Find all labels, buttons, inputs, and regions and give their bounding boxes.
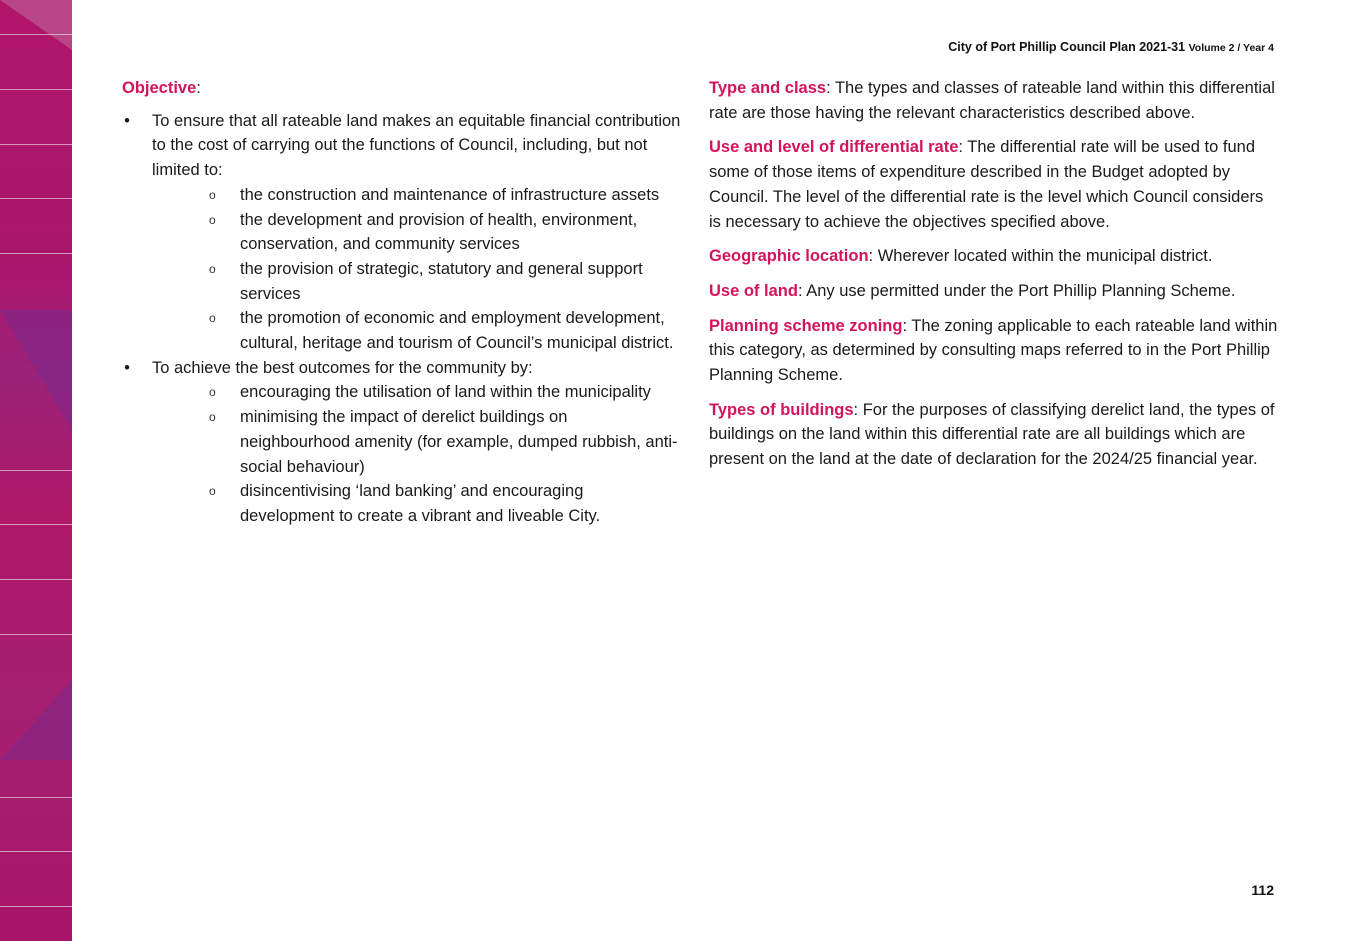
circle-bullet-icon: o: [209, 261, 216, 276]
sub-list: [152, 380, 682, 528]
paragraph-use-of-land: [709, 279, 1279, 304]
sub-list-item: [209, 306, 682, 355]
list-item-text: To achieve the best outcomes for the community by:: [152, 358, 533, 377]
sub-item-text: encouraging the utilisation of land within the municipality: [240, 383, 651, 402]
sub-list-item: [209, 380, 682, 405]
circle-bullet-icon: o: [209, 484, 216, 499]
paragraph-label: Type and class: [709, 79, 827, 97]
sub-list-item: [209, 479, 682, 528]
header-volume: Volume 2 / Year 4: [1188, 42, 1274, 54]
bullet-icon: •: [124, 111, 130, 130]
page-number: 112: [1251, 882, 1274, 898]
objective-list: [122, 109, 682, 529]
header-title: City of Port Phillip Council Plan 2021-31: [948, 40, 1186, 54]
sub-list-item: [209, 183, 682, 208]
right-column: [709, 76, 1279, 482]
paragraph-label: Use of land: [709, 281, 798, 300]
paragraph-label: Types of buildings: [709, 400, 854, 419]
circle-bullet-icon: o: [209, 311, 216, 326]
paragraph-planning-scheme-zoning: [709, 314, 1279, 388]
paragraph-label: Planning scheme zoning: [709, 316, 903, 335]
band-triangle: [0, 0, 72, 50]
list-item: [122, 356, 682, 529]
decorative-side-band: [0, 0, 72, 941]
sub-item-text: disincentivising ‘land banking’ and encouraging development to create a vibrant and liveable City.: [240, 482, 601, 525]
paragraph-label: Use and level of differential rate: [709, 138, 959, 157]
paragraph-text: : The differential rate will be used to fund some of those items of expenditure described in the Budget adopted by Council. The level of the differential rate is the level which Council considers is necessary to achieve the objectives specified above.: [709, 138, 1264, 231]
sub-list-item: [209, 208, 682, 257]
paragraph-text: : Any use permitted under the Port Phillip Planning Scheme.: [797, 281, 1236, 300]
paragraph-geographic-location: [709, 244, 1279, 269]
objective-label: Objective: [122, 79, 197, 97]
paragraph-label: Geographic location: [709, 247, 869, 266]
circle-bullet-icon: o: [209, 385, 216, 400]
paragraph-types-of-buildings: [709, 398, 1279, 472]
paragraph-text: : For the purposes of classifying derelict land, the types of buildings on the land within this differential rate are all buildings which are present on the land at the date of declaration for the 2024/25 financial year.: [709, 400, 1275, 469]
circle-bullet-icon: o: [209, 212, 216, 227]
paragraph-type-and-class: [709, 76, 1279, 125]
sub-list-item: [209, 405, 682, 479]
objective-suffix: :: [196, 79, 201, 97]
objective-heading: [122, 76, 682, 101]
page-header: [948, 40, 1274, 54]
sub-item-text: the development and provision of health, environment, conservation, and community services: [240, 210, 638, 254]
sub-list-item: [209, 257, 682, 306]
sub-list: [152, 183, 682, 356]
band-triangle: [0, 310, 72, 430]
sub-item-text: minimising the impact of derelict buildings on neighbourhood amenity (for example, dumped rubbish, anti-social behaviour): [240, 408, 678, 476]
circle-bullet-icon: o: [209, 410, 216, 425]
sub-item-text: the provision of strategic, statutory and general support services: [240, 259, 643, 303]
circle-bullet-icon: o: [209, 187, 216, 202]
paragraph-text: : The types and classes of rateable land within this differential rate are those having the relevant characteristics described above.: [709, 79, 1275, 122]
sub-item-text: the promotion of economic and employment development, cultural, heritage and tourism of Council’s municipal district.: [240, 309, 674, 353]
sub-item-text: the construction and maintenance of infrastructure assets: [240, 185, 660, 204]
list-item: [122, 109, 682, 356]
band-triangle: [0, 680, 72, 760]
list-item-text: To ensure that all rateable land makes an equitable financial contribution to the cost of carrying out the functions of Council, including, but not limited to:: [152, 111, 681, 180]
paragraph-text: : The zoning applicable to each rateable land within this category, as determined by consulting maps referred to in the Port Phillip Planning Scheme.: [709, 316, 1278, 385]
left-column: [122, 76, 682, 529]
paragraph-text: : Wherever located within the municipal district.: [868, 247, 1213, 266]
paragraph-use-and-level: [709, 135, 1279, 234]
bullet-icon: •: [124, 358, 130, 377]
